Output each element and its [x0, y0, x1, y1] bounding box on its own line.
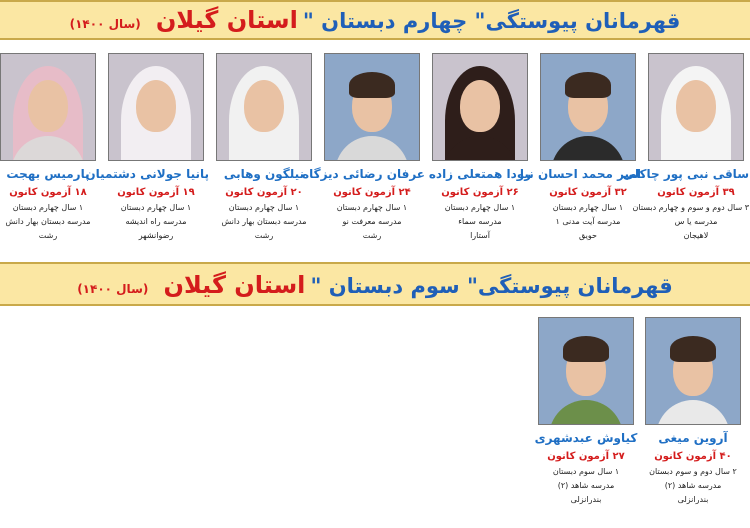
- student-name: ساقی نبی پور چاکلی: [622, 167, 749, 181]
- student-photo: [648, 53, 744, 161]
- banner-grade4-title: قهرمانان پیوستگی" چهارم دبستان ": [302, 9, 681, 33]
- exam-count: ۲۶ آزمون کانون: [441, 187, 519, 198]
- student-card: [622, 53, 749, 240]
- student-card: [211, 53, 317, 240]
- student-card: [0, 53, 101, 240]
- student-school: مدرسه شاهد (۲): [557, 481, 615, 490]
- student-city: رشت: [362, 231, 382, 240]
- student-grade: ۳ سال دوم و سوم و چهارم دبستان: [632, 203, 749, 212]
- student-school: مدرسه دبستان بهار دانش: [221, 217, 307, 226]
- student-photo: [645, 317, 741, 425]
- student-name: آروین میغی: [658, 431, 728, 445]
- student-school: مدرسه دبستان بهار دانش: [5, 217, 91, 226]
- student-card: [640, 317, 746, 504]
- student-grade: ۱ سال چهارم دبستان: [120, 203, 192, 212]
- student-photo: [108, 53, 204, 161]
- banner-grade4-province: استان گیلان: [155, 6, 298, 34]
- student-grade: ۱ سال چهارم دبستان: [228, 203, 300, 212]
- student-card: [85, 53, 209, 240]
- student-name: عرفان رضائی دیزگاه: [302, 167, 425, 181]
- exam-count: ۴۰ آزمون کانون: [654, 451, 732, 462]
- banner-grade3-title: قهرمانان پیوستگی" سوم دبستان ": [310, 274, 673, 298]
- student-city: لاهیجان: [683, 231, 709, 240]
- student-city: رشت: [254, 231, 274, 240]
- student-grade: ۱ سال سوم دبستان: [552, 467, 620, 476]
- student-school: مدرسه راه اندیشه: [125, 217, 187, 226]
- student-photo: [324, 53, 420, 161]
- student-school: مدرسه معرفت نو: [342, 217, 402, 226]
- student-name: رودا همتعلی زاده: [428, 167, 532, 181]
- exam-count: ۳۹ آزمون کانون: [657, 187, 735, 198]
- student-photo: [216, 53, 312, 161]
- student-card: [533, 317, 639, 504]
- student-photo: [0, 53, 96, 161]
- exam-count: ۳۲ آزمون کانون: [549, 187, 627, 198]
- student-name: پانیا جولانی دشتمیان: [85, 167, 209, 181]
- exam-count: ۱۸ آزمون کانون: [9, 187, 87, 198]
- exam-count: ۲۰ آزمون کانون: [225, 187, 303, 198]
- student-school: مدرسه یا س: [674, 217, 718, 226]
- student-grade: ۱ سال چهارم دبستان: [336, 203, 408, 212]
- student-name: کیاوش عبدشهری: [534, 431, 638, 445]
- student-city: بندرانزلی: [570, 495, 602, 504]
- student-grade: ۱ سال چهارم دبستان: [12, 203, 84, 212]
- student-city: رضوانشهر: [138, 231, 174, 240]
- student-name: پارمیس بهجت: [6, 167, 90, 181]
- student-school: مدرسه آیت مدنی ۱: [555, 217, 621, 226]
- exam-count: ۲۷ آزمون کانون: [547, 451, 625, 462]
- student-grade: ۱ سال چهارم دبستان: [444, 203, 516, 212]
- student-name: نیلگون وهابی: [223, 167, 305, 181]
- banner-grade3-province: استان گیلان: [163, 271, 306, 299]
- student-card: [519, 53, 641, 240]
- exam-count: ۲۴ آزمون کانون: [333, 187, 411, 198]
- student-city: حویق: [579, 231, 597, 240]
- student-card: [302, 53, 425, 240]
- student-grade: ۱ سال چهارم دبستان: [552, 203, 624, 212]
- student-city: آستارا: [470, 231, 490, 240]
- banner-grade3: [0, 262, 750, 306]
- student-grade: ۲ سال دوم و سوم دبستان: [649, 467, 737, 476]
- student-name: امیر محمد احسان نیا: [519, 167, 641, 181]
- student-school: مدرسه شاهد (۲): [664, 481, 722, 490]
- student-photo: [432, 53, 528, 161]
- banner-grade4-year: (سال ۱۴۰۰): [69, 17, 141, 31]
- student-photo: [538, 317, 634, 425]
- student-school: مدرسه سماء: [458, 217, 502, 226]
- banner-grade3-year: (سال ۱۴۰۰): [77, 282, 149, 296]
- exam-count: ۱۹ آزمون کانون: [117, 187, 195, 198]
- student-city: رشت: [38, 231, 58, 240]
- banner-grade4: [0, 0, 750, 40]
- student-photo: [540, 53, 636, 161]
- student-city: بندرانزلی: [677, 495, 709, 504]
- student-card: [427, 53, 533, 240]
